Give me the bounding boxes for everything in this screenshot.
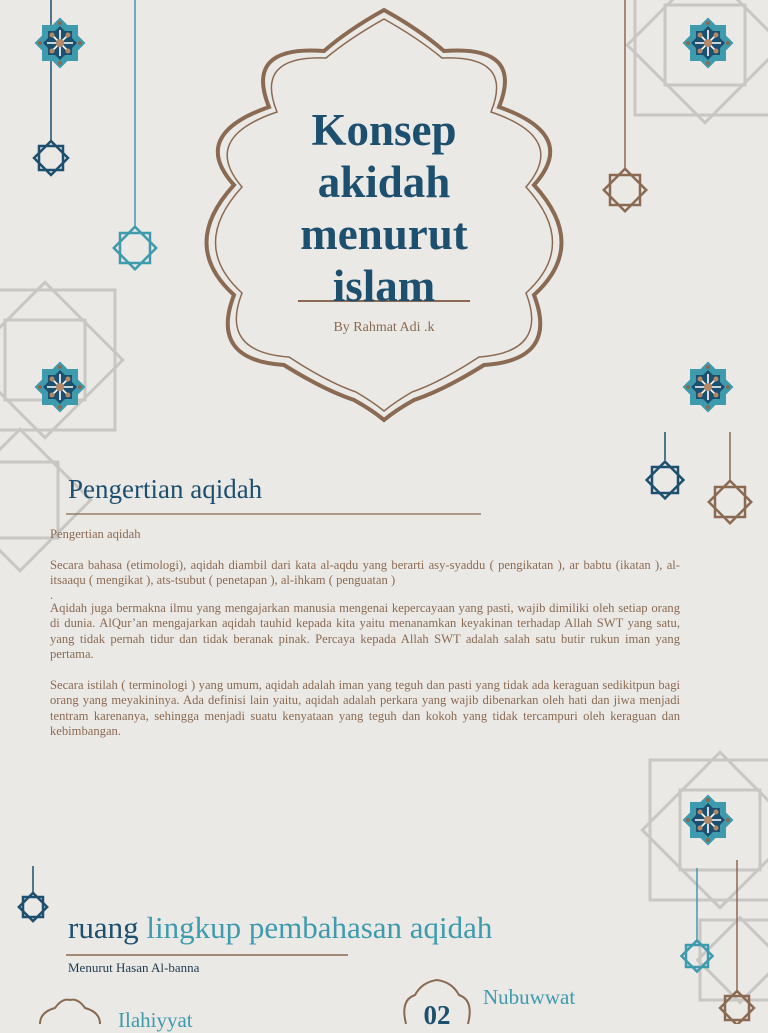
- title-line-3: menurut: [300, 209, 468, 259]
- body-paragraph: Secara bahasa (etimologi), aqidah diambil dari kata al-aqdu yang berarti asy-syaddu ( pengikatan ), ar babtu (ikatan ), al-itsaaqu ( mengikat ), ats-tsubut ( penetapan ), al-ihkam ( penguatan ): [50, 557, 680, 587]
- body-paragraph: .: [50, 587, 54, 602]
- scope-item-number: 02: [423, 1000, 451, 1030]
- scope-heading: [68, 910, 492, 946]
- title-line-1: Konsep: [311, 105, 457, 155]
- body-paragraph: Secara istilah ( terminologi ) yang umum, aqidah adalah iman yang teguh dan pasti yang tidak ada keraguan sedikitpun bagi orang yang meyakininya. Ada definisi lain yaitu, aqidah adalah perkara yang wajib dibenarkan oleh hati dan jiwa menjadi tentram karenanya, sehingga menjadi suatu kenyataan yang teguh dan kokoh yang tidak tercampuri oleh keraguan dan kebimbangan.: [50, 677, 680, 738]
- scope-item-title: Nubuwwat: [483, 985, 576, 1009]
- scope-heading-part1: ruang: [68, 910, 139, 945]
- section-body: [50, 527, 680, 740]
- cover-title: [270, 104, 498, 312]
- author-byline: By Rahmat Adi .k: [333, 320, 435, 335]
- scope-heading-part2: lingkup pembahasan aqidah: [146, 910, 493, 945]
- body-paragraph: Aqidah juga bermakna ilmu yang mengajarkan manusia mengenai kepercayaan yang pasti, wajib dimiliki oleh setiap orang di dunia. AlQur’an mengajarkan aqidah tauhid kepada kita yaitu menanamkan keyakinan terhadap Allah SWT yang satu, yang tidak pernah tidur dan tidak beranak pinak. Percaya kepada Allah SWT adalah salah satu butir rukun iman yang pertama.: [50, 600, 680, 661]
- scope-subtitle: Menurut Hasan Al-banna: [68, 960, 200, 975]
- scope-item-title: Ilahiyyat: [118, 1008, 193, 1032]
- title-line-2: akidah: [317, 157, 451, 207]
- section-heading: Pengertian aqidah: [68, 474, 263, 504]
- body-paragraph: Pengertian aqidah: [50, 527, 141, 541]
- title-line-4: islam: [332, 261, 436, 311]
